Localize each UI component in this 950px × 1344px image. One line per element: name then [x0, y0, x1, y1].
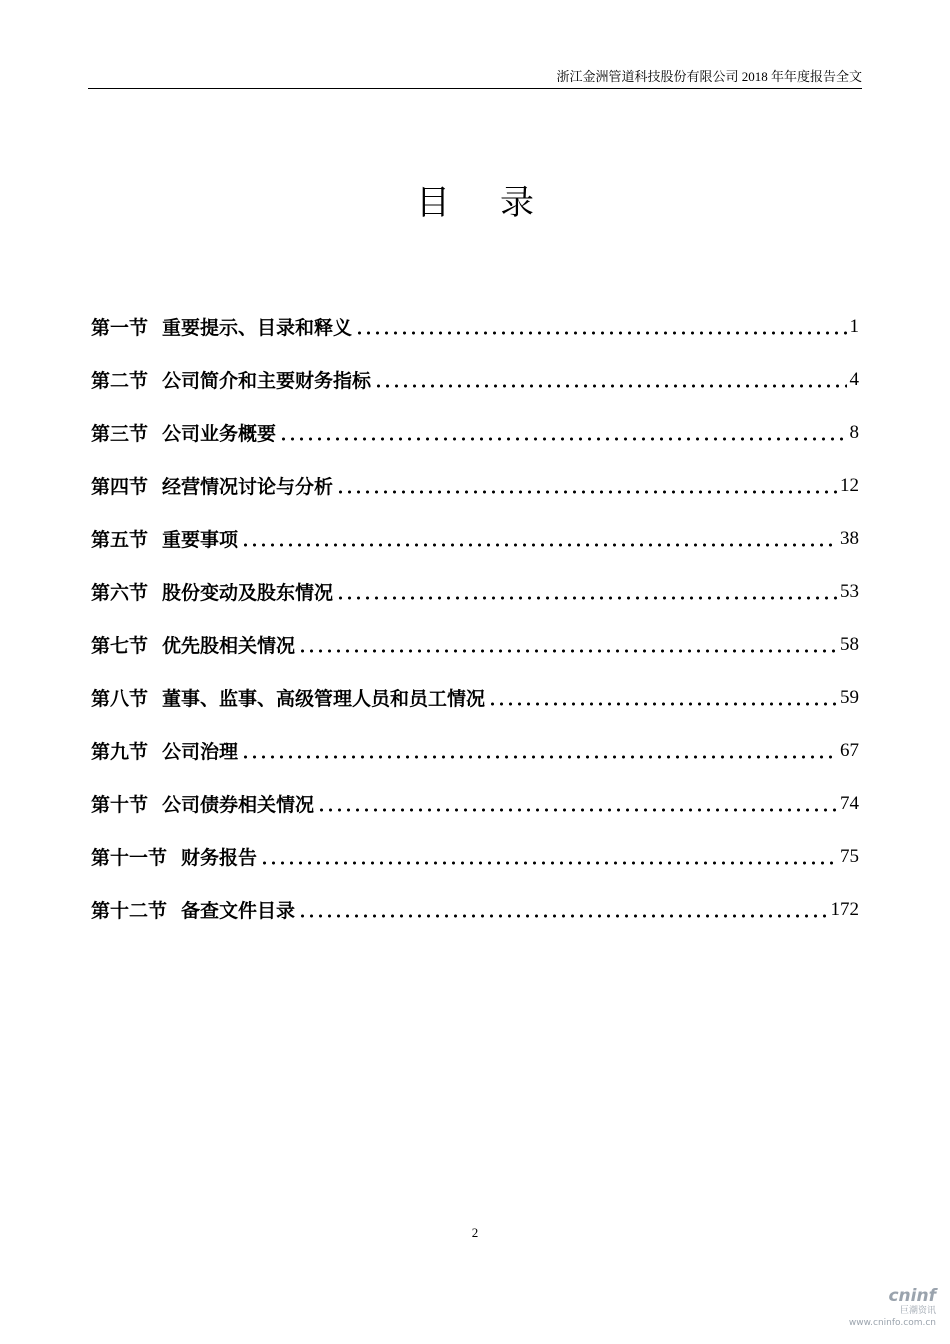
toc-page-number: 172 [830, 898, 859, 920]
watermark-logo: cninf [888, 1286, 936, 1306]
toc-section: 第八节 [91, 688, 149, 710]
dot-leader [336, 490, 837, 494]
toc-page-number: 59 [840, 686, 859, 708]
dot-leader [336, 596, 837, 600]
page-number: 2 [471, 1225, 479, 1240]
toc-page-number: 4 [849, 368, 859, 390]
toc-section: 第三节 [91, 423, 149, 445]
toc-name: 股份变动及股东情况 [162, 582, 334, 604]
toc-entry[interactable] [91, 777, 859, 830]
dot-leader [317, 808, 837, 812]
toc-page-number: 1 [849, 315, 859, 337]
dot-leader [279, 437, 846, 441]
toc-entry[interactable] [91, 883, 859, 936]
watermark-url: www.cninfo.com.cn [848, 1318, 936, 1328]
toc-page-number: 12 [840, 474, 859, 496]
toc-name: 公司简介和主要财务指标 [162, 370, 372, 392]
toc-section: 第五节 [91, 529, 149, 551]
table-of-contents [91, 300, 859, 936]
toc-entry[interactable] [91, 565, 859, 618]
toc-name: 公司债券相关情况 [162, 794, 315, 816]
dot-leader [260, 861, 837, 865]
toc-section: 第七节 [91, 635, 149, 657]
toc-section: 第九节 [91, 741, 149, 763]
toc-entry[interactable] [91, 353, 859, 406]
toc-page-number: 58 [840, 633, 859, 655]
toc-name: 优先股相关情况 [162, 635, 296, 657]
toc-name: 备查文件目录 [181, 900, 296, 922]
toc-entry[interactable] [91, 671, 859, 724]
cninfo-watermark [846, 1286, 936, 1336]
toc-entry[interactable] [91, 406, 859, 459]
toc-section: 第四节 [91, 476, 149, 498]
dot-leader [374, 384, 846, 388]
toc-entry[interactable] [91, 618, 859, 671]
page-header [88, 64, 862, 89]
toc-entry[interactable] [91, 724, 859, 777]
toc-name: 重要事项 [162, 529, 239, 551]
dot-leader [241, 543, 837, 547]
toc-name: 公司业务概要 [162, 423, 277, 445]
toc-page-number: 75 [840, 845, 859, 867]
toc-title: 目录 [416, 183, 584, 223]
header-title: 浙江金洲管道科技股份有限公司 2018 年年度报告全文 [556, 69, 862, 84]
toc-page-number: 53 [840, 580, 859, 602]
toc-name: 公司治理 [162, 741, 239, 763]
dot-leader [298, 649, 837, 653]
dot-leader [355, 331, 846, 335]
toc-section: 第六节 [91, 582, 149, 604]
toc-entry[interactable] [91, 830, 859, 883]
watermark-subtitle: 巨潮资讯 [899, 1306, 936, 1316]
toc-section: 第二节 [91, 370, 149, 392]
toc-name: 经营情况讨论与分析 [162, 476, 334, 498]
toc-page-number: 38 [840, 527, 859, 549]
toc-entry[interactable] [91, 300, 859, 353]
toc-section: 第十一节 [91, 847, 168, 869]
toc-section: 第一节 [91, 317, 149, 339]
toc-name: 董事、监事、高级管理人员和员工情况 [162, 688, 486, 710]
dot-leader [241, 755, 837, 759]
toc-section: 第十二节 [91, 900, 168, 922]
toc-section: 第十节 [91, 794, 149, 816]
toc-page-number: 74 [840, 792, 859, 814]
toc-name: 财务报告 [181, 847, 258, 869]
toc-name: 重要提示、目录和释义 [162, 317, 353, 339]
toc-entry[interactable] [91, 459, 859, 512]
dot-leader [298, 914, 827, 918]
toc-entry[interactable] [91, 512, 859, 565]
dot-leader [488, 702, 837, 706]
toc-page-number: 67 [840, 739, 859, 761]
toc-page-number: 8 [849, 421, 859, 443]
